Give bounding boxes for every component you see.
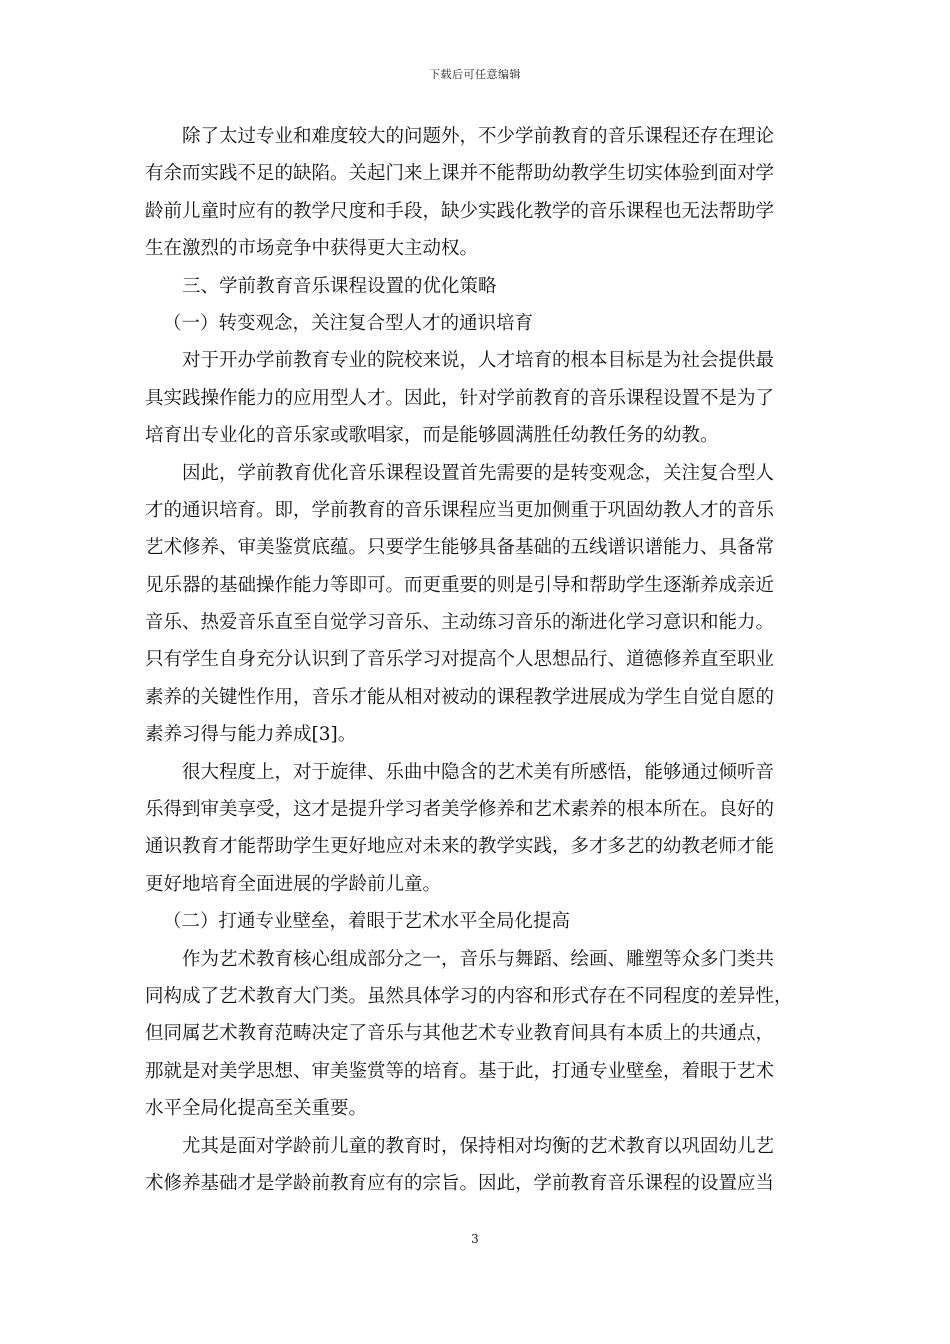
paragraph-line: 同构成了艺术教育大门类。虽然具体学习的内容和形式存在不同程度的差异性， — [145, 985, 793, 1007]
paragraph-line: 通识教育才能帮助学生更好地应对未来的教学实践，多才多艺的幼教老师才能 — [145, 836, 775, 858]
page-header: 下载后可任意编辑 — [429, 68, 521, 81]
paragraph-line: 只有学生自身充分认识到了音乐学习对提高个人思想品行、道德修养直至职业 — [145, 649, 775, 671]
paragraph-line: 但同属艺术教育范畴决定了音乐与其他艺术专业教育间具有本质上的共通点， — [145, 1023, 775, 1045]
subsection-heading: （一）转变观念，关注复合型人才的通识培育 — [163, 312, 534, 334]
paragraph-line: 尤其是面对学龄前儿童的教育时，保持相对均衡的艺术教育以巩固幼儿艺 — [182, 1135, 775, 1157]
paragraph-line: 生在激烈的市场竞争中获得更大主动权。 — [145, 238, 479, 260]
paragraph-line: 具实践操作能力的应用型人才。因此，针对学前教育的音乐课程设置不是为了 — [145, 387, 775, 409]
paragraph-line: 除了太过专业和难度较大的问题外，不少学前教育的音乐课程还存在理论 — [182, 126, 775, 147]
paragraph-line: 有余而实践不足的缺陷。关起门来上课并不能帮助幼教学生切实体验到面对学 — [145, 163, 775, 185]
paragraph-line: 对于开办学前教育专业的院校来说，人才培育的根本目标是为社会提供最 — [182, 350, 775, 372]
paragraph-line: 艺术修养、审美鉴赏底蕴。只要学生能够具备基础的五线谱识谱能力、具备常 — [145, 537, 775, 559]
section-heading: 三、学前教育音乐课程设置的优化策略 — [182, 275, 497, 297]
paragraph-line: 培育出专业化的音乐家或歌唱家，而是能够圆满胜任幼教任务的幼教。 — [145, 425, 719, 447]
body-text — [145, 118, 805, 1202]
paragraph-line: 更好地培育全面进展的学龄前儿童。 — [145, 873, 442, 895]
paragraph-line: 术修养基础才是学龄前教育应有的宗旨。因此，学前教育音乐课程的设置应当 — [145, 1172, 775, 1194]
paragraph-line: 那就是对美学思想、审美鉴赏等的培育。基于此，打通专业壁垒，着眼于艺术 — [145, 1060, 775, 1082]
paragraph-line: 很大程度上，对于旋律、乐曲中隐含的艺术美有所感悟，能够通过倾听音 — [182, 761, 775, 783]
paragraph-line: 才的通识培育。即，学前教育的音乐课程应当更加侧重于巩固幼教人才的音乐 — [145, 499, 775, 521]
paragraph-line: 见乐器的基础操作能力等即可。而更重要的则是引导和帮助学生逐渐养成亲近 — [145, 574, 775, 596]
paragraph-line: 乐得到审美享受，这才是提升学习者美学修养和艺术素养的根本所在。良好的 — [145, 799, 775, 821]
subsection-heading: （二）打通专业壁垒，着眼于艺术水平全局化提高 — [163, 911, 571, 933]
paragraph-line: 素养习得与能力养成[3]。 — [145, 724, 357, 746]
paragraph-line: 水平全局化提高至关重要。 — [145, 1098, 368, 1120]
paragraph-line: 音乐、热爱音乐直至自觉学习音乐、主动练习音乐的渐进化学习意识和能力。 — [145, 612, 775, 634]
paragraph-line: 龄前儿童时应有的教学尺度和手段，缺少实践化教学的音乐课程也无法帮助学 — [145, 200, 775, 222]
paragraph-line: 素养的关键性作用，音乐才能从相对被动的课程教学进展成为学生自觉自愿的 — [145, 686, 775, 708]
paragraph-line: 作为艺术教育核心组成部分之一，音乐与舞蹈、绘画、雕塑等众多门类共 — [182, 948, 775, 970]
paragraph-line: 因此，学前教育优化音乐课程设置首先需要的是转变观念，关注复合型人 — [182, 462, 775, 484]
page-number: 3 — [471, 1232, 479, 1246]
